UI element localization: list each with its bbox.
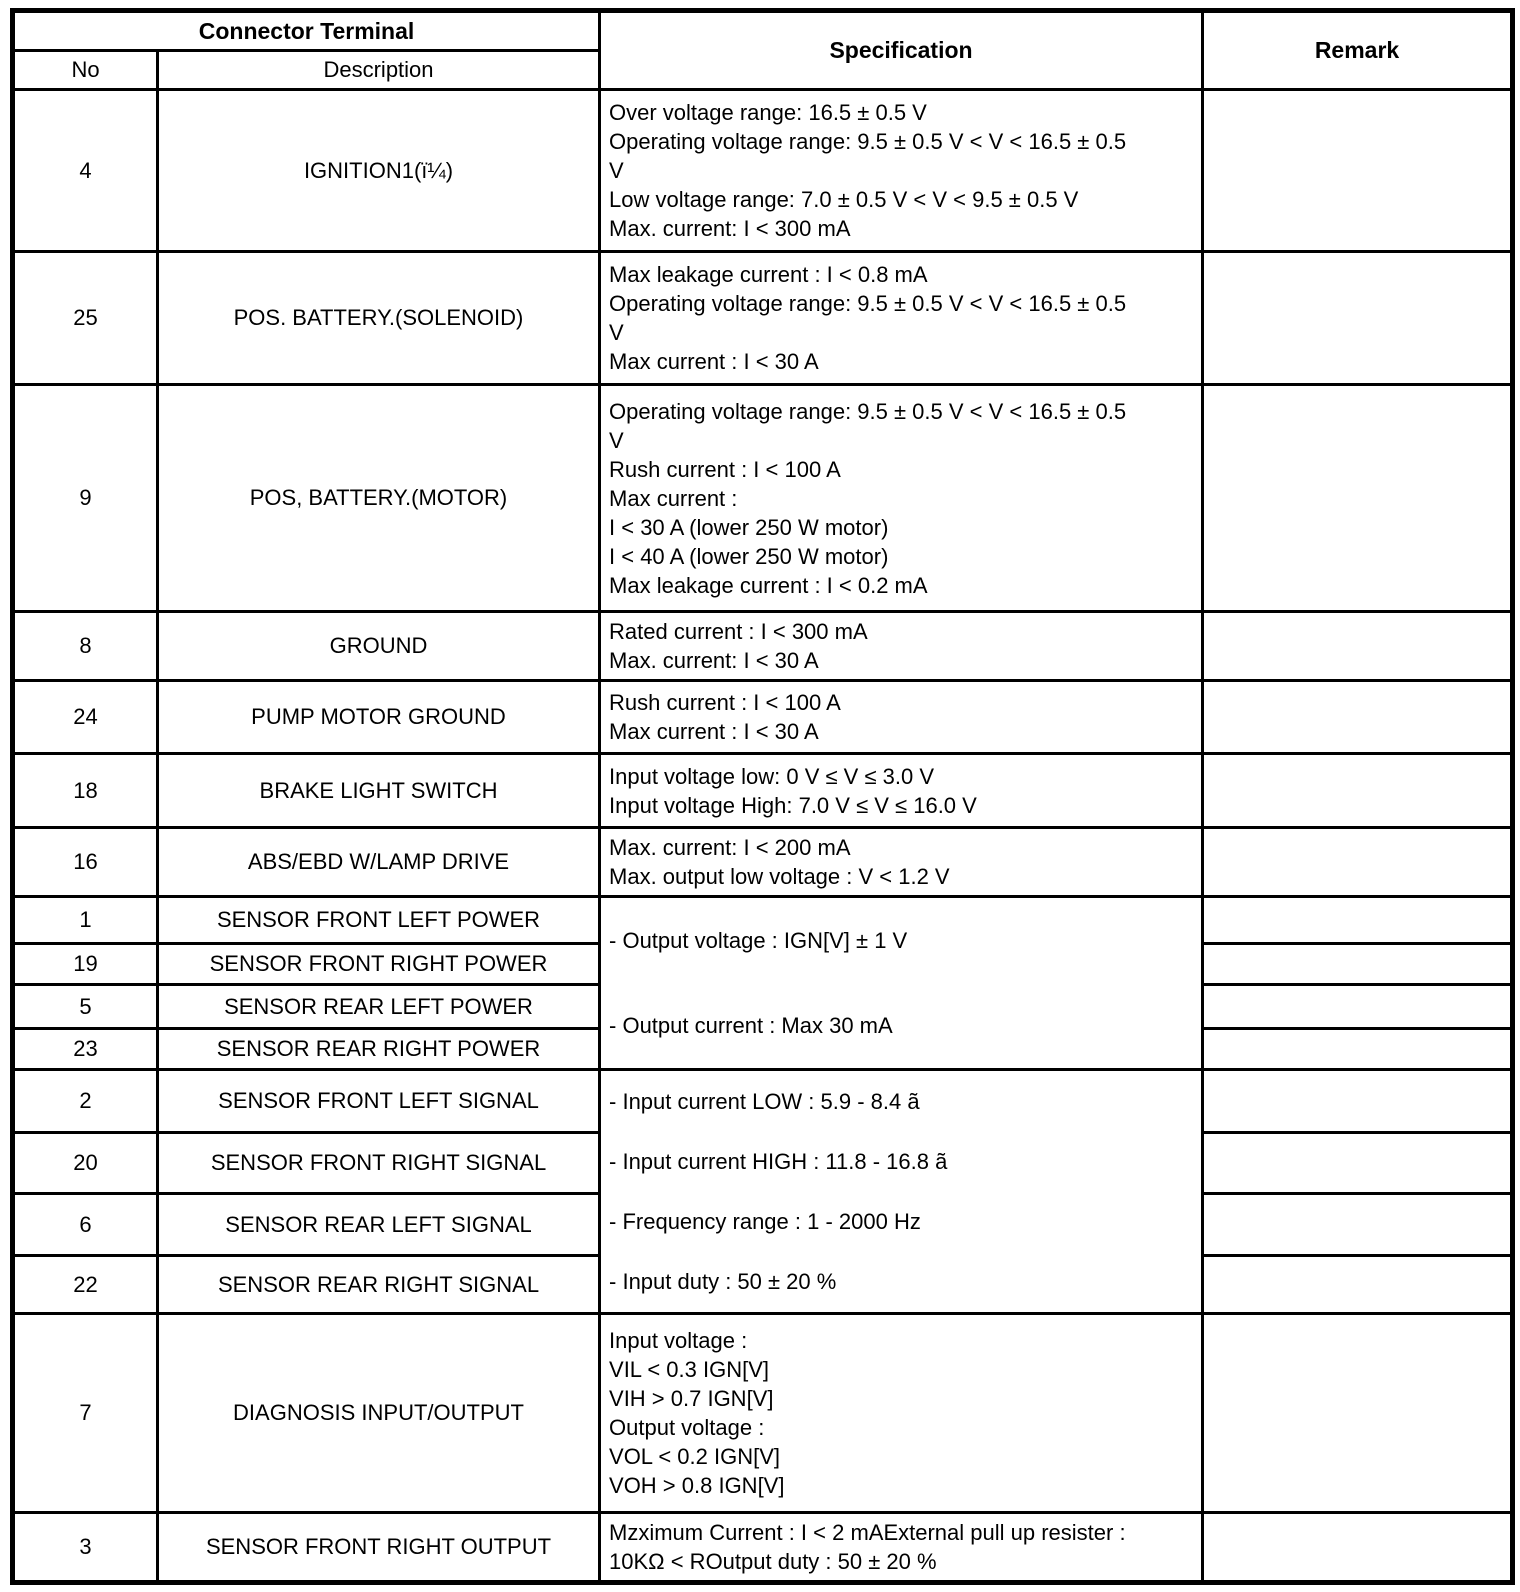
spec-line: - Input current LOW : 5.9 - 8.4 ã [609,1088,920,1114]
connector-terminal-spec-table [10,8,1515,1585]
remark-cell [1203,612,1513,681]
terminal-description: SENSOR FRONT RIGHT POWER [158,944,600,985]
terminal-description: SENSOR REAR RIGHT SIGNAL [158,1256,600,1314]
terminal-description: IGNITION1(ï¼) [158,90,600,252]
spec-line: - Input duty : 50 ± 20 % [609,1269,837,1295]
terminal-description: SENSOR FRONT RIGHT SIGNAL [158,1133,600,1194]
terminal-no: 9 [13,385,158,612]
spec-line: Max current : I < 30 A [609,719,819,744]
terminal-no: 8 [13,612,158,681]
terminal-description: POS. BATTERY.(SOLENOID) [158,252,600,385]
remark-cell [1203,754,1513,828]
spec-line: VIH > 0.7 IGN[V] [609,1386,774,1411]
remark-cell [1203,1070,1513,1133]
spec-line: Mzximum Current : I < 2 mAExternal pull up resister : [609,1520,1126,1545]
terminal-no: 4 [13,90,158,252]
spec-line: Max. current: I < 200 mA [609,835,851,860]
spec-cell [600,754,1203,828]
spec-line: VOL < 0.2 IGN[V] [609,1444,780,1469]
terminal-no: 3 [13,1513,158,1583]
remark-cell [1203,985,1513,1029]
spec-line: I < 30 A (lower 250 W motor) [609,514,889,540]
spec-line: Input voltage : [609,1328,748,1353]
terminal-description: GROUND [158,612,600,681]
terminal-no: 20 [13,1133,158,1194]
spec-line: Output voltage : [609,1415,765,1440]
spec-cell [600,1513,1203,1583]
terminal-no: 7 [13,1314,158,1513]
spec-line: Max. current: I < 300 mA [609,216,851,241]
spec-line: Max current : [609,485,738,511]
table-row [13,612,1513,681]
remark-cell [1203,897,1513,944]
spec-line: Operating voltage range: 9.5 ± 0.5 V < V < 16.5 ± 0.5 [609,129,1127,154]
spec-cell-sensor-power-group [600,897,1203,1070]
remark-cell [1203,90,1513,252]
spec-line: - Output current : Max 30 mA [609,1013,893,1038]
spec-line: VOH > 0.8 IGN[V] [609,1473,785,1498]
spec-line: V [609,427,624,453]
spec-line: V [609,320,624,345]
table-row [13,754,1513,828]
terminal-description: SENSOR FRONT LEFT SIGNAL [158,1070,600,1133]
spec-line: Rated current : I < 300 mA [609,619,868,644]
spec-line: Input voltage low: 0 V ≤ V ≤ 3.0 V [609,763,935,789]
terminal-description: SENSOR REAR LEFT SIGNAL [158,1194,600,1256]
spec-line: Max. output low voltage : V < 1.2 V [609,864,950,889]
spec-line: 10KΩ < ROutput duty : 50 ± 20 % [609,1549,937,1574]
spec-cell [600,1314,1203,1513]
spec-line: Max. current: I < 30 A [609,648,819,673]
remark-cell [1203,1513,1513,1583]
table-row [13,1513,1513,1583]
remark-cell [1203,1256,1513,1314]
table-row [13,1314,1513,1513]
spec-line: Operating voltage range: 9.5 ± 0.5 V < V < 16.5 ± 0.5 [609,398,1127,424]
terminal-description: POS, BATTERY.(MOTOR) [158,385,600,612]
header-no: No [13,51,158,90]
terminal-description: ABS/EBD W/LAMP DRIVE [158,828,600,897]
spec-line: - Input current HIGH : 11.8 - 16.8 ã [609,1148,948,1174]
spec-cell [600,385,1203,612]
spec-line: Low voltage range: 7.0 ± 0.5 V < V < 9.5 ± 0.5 V [609,187,1079,212]
terminal-no: 18 [13,754,158,828]
remark-cell [1203,681,1513,754]
table-row [13,1070,1513,1133]
spec-line: - Output voltage : IGN[V] ± 1 V [609,928,908,953]
remark-cell [1203,828,1513,897]
spec-line: Max leakage current : I < 0.8 mA [609,262,928,287]
remark-cell [1203,944,1513,985]
terminal-no: 5 [13,985,158,1029]
spec-line: - Frequency range : 1 - 2000 Hz [609,1209,921,1235]
spec-cell [600,612,1203,681]
spec-line: Rush current : I < 100 A [609,456,841,482]
header-connector-terminal: Connector Terminal [13,11,600,51]
terminal-no: 24 [13,681,158,754]
remark-cell [1203,1194,1513,1256]
spec-line: Operating voltage range: 9.5 ± 0.5 V < V < 16.5 ± 0.5 [609,291,1127,316]
spec-cell [600,681,1203,754]
spec-cell-sensor-signal-group [600,1070,1203,1314]
header-specification: Specification [600,11,1203,90]
spec-cell [600,90,1203,252]
table-row [13,681,1513,754]
spec-line: Rush current : I < 100 A [609,690,841,715]
spec-line: VIL < 0.3 IGN[V] [609,1357,769,1382]
spec-cell [600,828,1203,897]
table-row [13,828,1513,897]
table-row [13,90,1513,252]
terminal-description: DIAGNOSIS INPUT/OUTPUT [158,1314,600,1513]
spec-line: Max current : I < 30 A [609,349,819,374]
terminal-description: PUMP MOTOR GROUND [158,681,600,754]
spec-line: I < 40 A (lower 250 W motor) [609,543,889,569]
terminal-no: 6 [13,1194,158,1256]
spec-cell [600,252,1203,385]
remark-cell [1203,252,1513,385]
terminal-no: 22 [13,1256,158,1314]
terminal-no: 25 [13,252,158,385]
terminal-no: 19 [13,944,158,985]
terminal-description: BRAKE LIGHT SWITCH [158,754,600,828]
spec-line: Max leakage current : I < 0.2 mA [609,572,928,598]
terminal-description: SENSOR FRONT LEFT POWER [158,897,600,944]
spec-line: Over voltage range: 16.5 ± 0.5 V [609,100,927,125]
remark-cell [1203,1314,1513,1513]
remark-cell [1203,385,1513,612]
spec-line: Input voltage High: 7.0 V ≤ V ≤ 16.0 V [609,792,977,818]
remark-cell [1203,1133,1513,1194]
remark-cell [1203,1029,1513,1070]
terminal-no: 1 [13,897,158,944]
header-description: Description [158,51,600,90]
terminal-no: 16 [13,828,158,897]
terminal-description: SENSOR REAR RIGHT POWER [158,1029,600,1070]
table-row [13,385,1513,612]
spec-line: V [609,158,624,183]
terminal-no: 2 [13,1070,158,1133]
terminal-description: SENSOR REAR LEFT POWER [158,985,600,1029]
table-row [13,897,1513,944]
table-row [13,252,1513,385]
header-remark: Remark [1203,11,1513,90]
terminal-description: SENSOR FRONT RIGHT OUTPUT [158,1513,600,1583]
terminal-no: 23 [13,1029,158,1070]
